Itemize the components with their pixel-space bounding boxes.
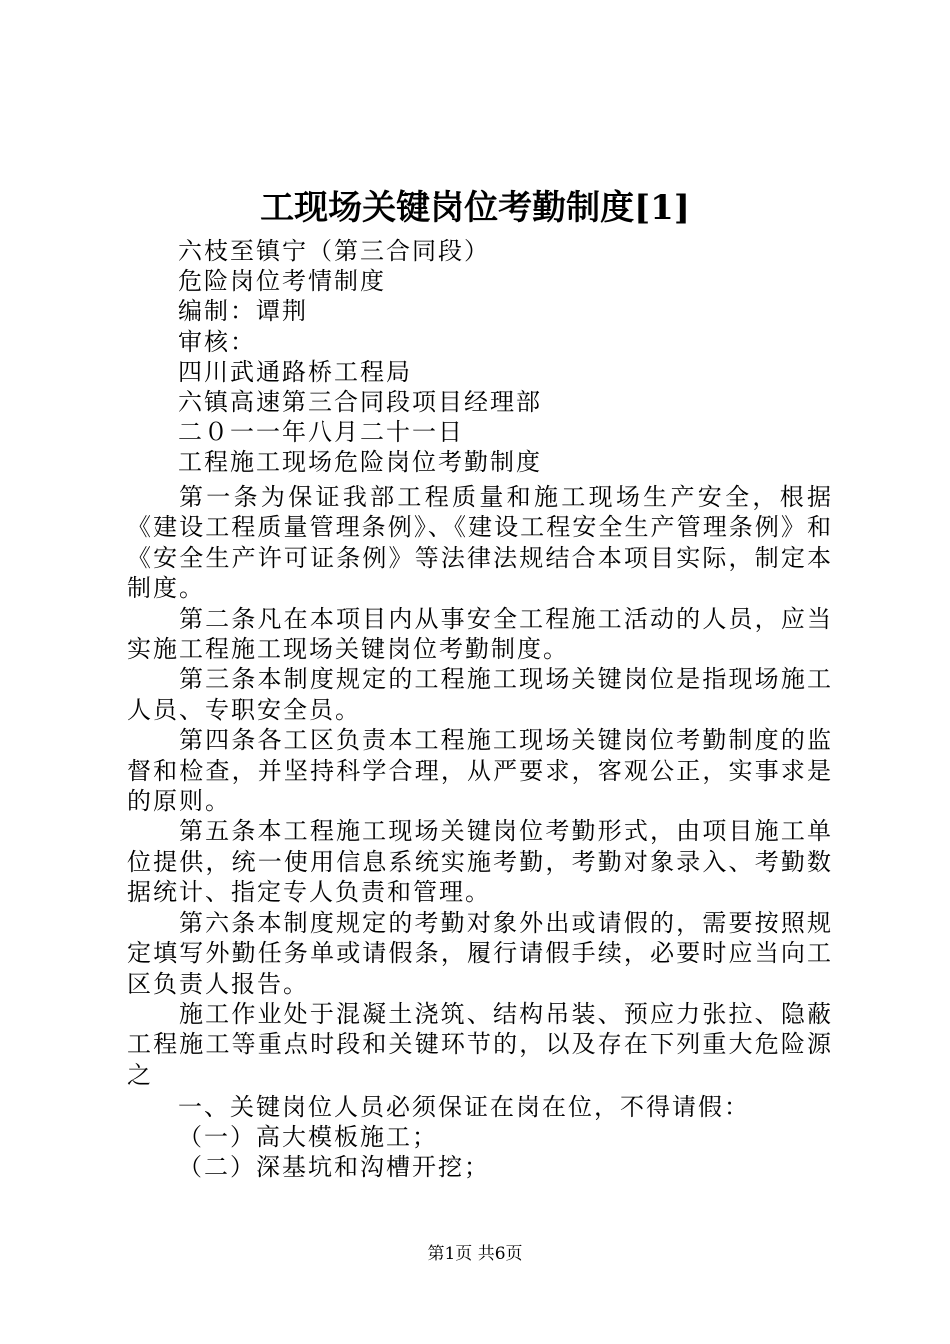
page-footer: 第1页 共6页 (427, 1244, 523, 1264)
paragraph-critical-phases: 施工作业处于混凝土浇筑、结构吊装、预应力张拉、隐蔽工程施工等重点时段和关键环节的，以及存在下列重大危险源之 (127, 999, 833, 1089)
paragraph-article-5: 第五条本工程施工现场关键岗位考勤形式，由项目施工单位提供，统一使用信息系统实施考勤，考勤对象录入、考勤数据统计、指定专人负责和管理。 (127, 817, 833, 907)
list-item: （二）深基坑和沟槽开挖； (178, 1153, 490, 1182)
header-line-department: 六镇高速第三合同段项目经理部 (178, 387, 542, 416)
document-title: 工现场关键岗位考勤制度[1] (260, 188, 690, 228)
header-line-section-title: 工程施工现场危险岗位考勤制度 (178, 448, 542, 477)
document-body (127, 482, 833, 1090)
paragraph-article-2: 第二条凡在本项目内从事安全工程施工活动的人员，应当实施工程施工现场关键岗位考勤制度。 (127, 604, 833, 664)
list-item: 一、关键岗位人员必须保证在岗在位，不得请假： (178, 1093, 750, 1121)
paragraph-article-3: 第三条本制度规定的工程施工现场关键岗位是指现场施工人员、专职安全员。 (127, 665, 833, 724)
header-line-contract-section: 六枝至镇宁（第三合同段） (178, 237, 490, 265)
header-line-date: 二０一一年八月二十一日 (178, 418, 464, 447)
document-list (178, 1092, 858, 1183)
header-line-organization: 四川武通路桥工程局 (178, 357, 412, 386)
document-header-block (178, 236, 858, 478)
list-item: （一）高大模板施工； (178, 1123, 438, 1152)
paragraph-article-4: 第四条各工区负责本工程施工现场关键岗位考勤制度的监督和检查，并坚持科学合理，从严要求，客观公正，实事求是的原则。 (127, 726, 833, 816)
header-line-reviewer: 审核： (178, 327, 256, 356)
header-line-author: 编制：谭荆 (178, 297, 308, 326)
paragraph-article-6: 第六条本制度规定的考勤对象外出或请假的，需要按照规定填写外勤任务单或请假条，履行请假手续，必要时应当向工区负责人报告。 (127, 908, 833, 998)
paragraph-article-1: 第一条为保证我部工程质量和施工现场生产安全，根据《建设工程质量管理条例》、《建设工程安全生产管理条例》和《安全生产许可证条例》等法律法规结合本项目实际，制定本制度。 (127, 483, 833, 603)
header-line-subtitle: 危险岗位考情制度 (178, 267, 386, 296)
